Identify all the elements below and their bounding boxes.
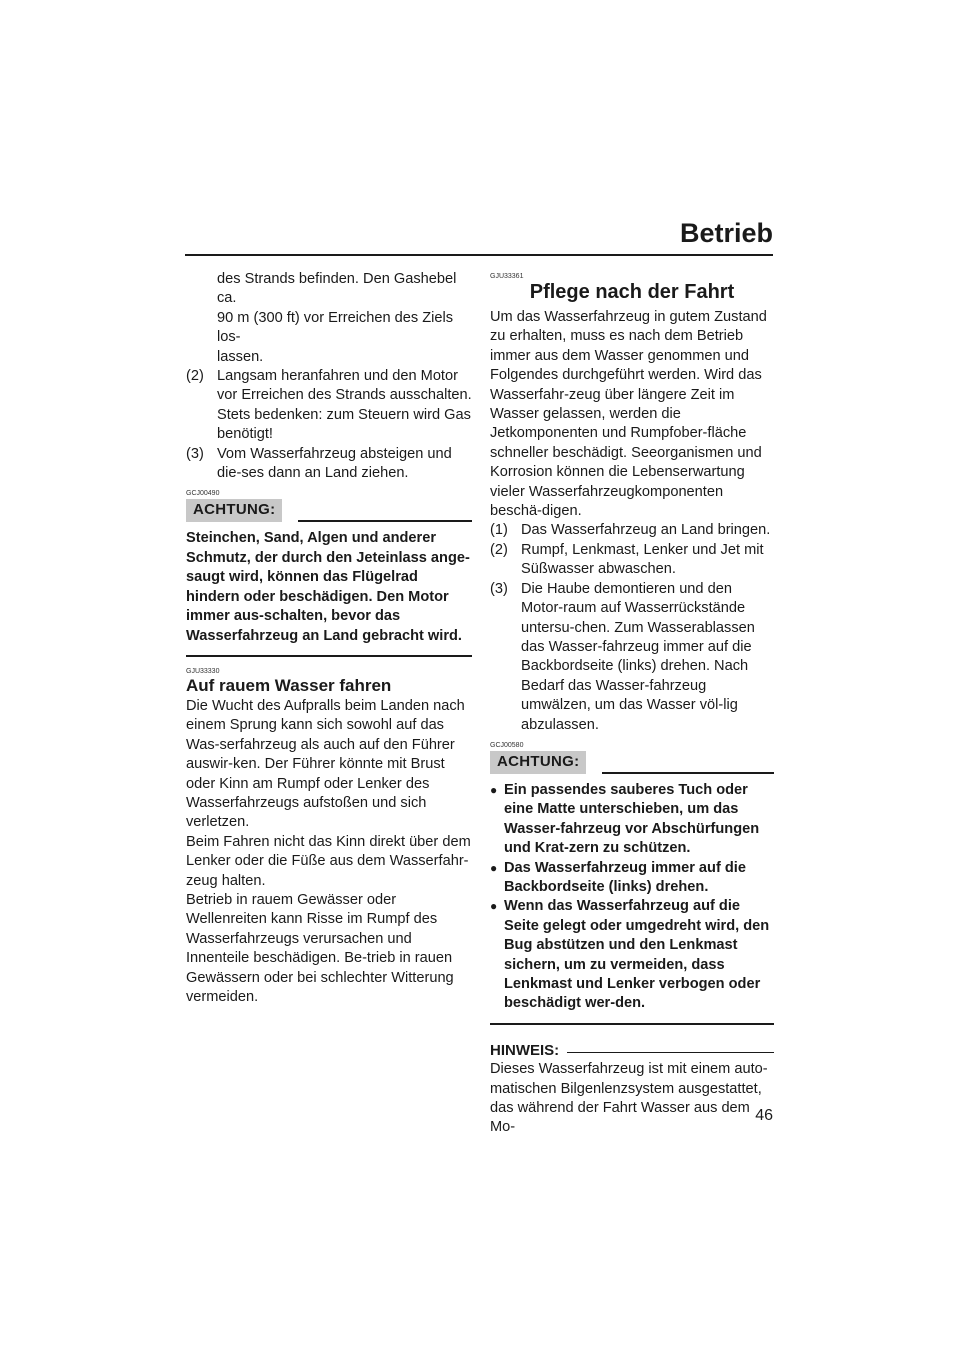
right-column <box>490 270 774 1138</box>
note-rule <box>567 1052 774 1054</box>
caution-bullet <box>490 897 774 1013</box>
section-code: GJU33361 <box>490 273 524 280</box>
step-text: Vom Wasserfahrzeug absteigen und die-ses dann an Land ziehen. <box>217 445 452 482</box>
caution-rule <box>298 520 472 522</box>
section-heading: Pflege nach der Fahrt <box>529 281 735 303</box>
caution-label: ACHTUNG: <box>186 499 282 522</box>
caution-bullet <box>490 859 774 898</box>
paragraph: Die Wucht des Aufpralls beim Landen nach einem Sprung kann sich sowohl auf das Was-serfahrzeug als auch auf den Führer auswir-ken. Der Führer könnte mit Brust oder Kinn am Rumpf oder Lenker des Wasserfahrzeugs aufstoßen und sich verletzen. <box>186 697 465 831</box>
caution-text: Steinchen, Sand, Algen und anderer Schmutz, der durch den Jeteinlass ange-saugt wird, können das Flügelrad hindern oder beschädigen. Den Motor immer aus-schalten, bevor das Wasserfahrzeug an Land gebracht wird. <box>186 530 470 644</box>
bullet-dot-icon: ● <box>490 860 498 875</box>
paragraph: Beim Fahren nicht das Kinn direkt über dem Lenker oder die Füße aus dem Wasserfahr-zeug halten. <box>186 833 471 889</box>
step-text: Rumpf, Lenkmast, Lenker und Jet mit Süßwasser abwaschen. <box>521 541 764 578</box>
caution-end-rule <box>490 1023 774 1025</box>
bullet-dot-icon: ● <box>490 782 498 797</box>
note-header <box>490 1041 774 1060</box>
step-number: (2) <box>490 541 508 558</box>
caution-code: GCJ00580 <box>490 741 524 749</box>
step-item <box>490 541 774 580</box>
step-number: (1) <box>490 522 508 539</box>
step-item <box>490 580 774 735</box>
bullet-text: Das Wasserfahrzeug immer auf die Backbordseite (links) drehen. <box>504 859 746 895</box>
caution-label: ACHTUNG: <box>490 751 586 774</box>
step-text: Langsam heranfahren und den Motor vor Erreichen des Strands ausschalten. Stets bedenken: zum Steuern wird Gas benötigt! <box>217 368 472 443</box>
left-column <box>186 270 472 1007</box>
step-number: (2) <box>186 368 204 385</box>
step-number: (3) <box>490 580 508 597</box>
step-item <box>490 521 774 540</box>
continuation-line-2: 90 m (300 ft) vor Erreichen des Ziels los- <box>217 309 454 346</box>
paragraph: Betrieb in rauem Gewässer oder Wellenreiten kann Risse im Rumpf des Wasserfahrzeugs verursachen und Innenteile beschädigen. Be-trieb in rauen Gewässern oder bei schlechter Witterung vermeiden. <box>186 891 454 1005</box>
page-title: Betrieb <box>679 218 773 248</box>
caution-header <box>490 751 774 774</box>
step-item <box>186 445 472 484</box>
step-text: Die Haube demontieren und den Motor-raum auf Wasserrückstände untersu-chen. Zum Wasserablassen das Wasser-fahrzeug immer auf die Backbordseite (links) drehen. Nach Bedarf das Wasser-fahrzeug umwälzen, um das Wasser völ-lig abzulassen. <box>521 580 755 733</box>
continuation-line-1: des Strands befinden. Den Gashebel ca. <box>217 271 457 307</box>
section-code: GJU33330 <box>186 667 220 675</box>
bullet-text: Wenn das Wasserfahrzeug auf die Seite gelegt oder umgedreht wird, den Bug abstützen und den Lenkmast sichern, um zu vermeiden, dass Lenkmast und Lenker verbogen oder beschädigt wer-den. <box>504 898 770 1012</box>
caution-bullet-list <box>490 781 774 1014</box>
caution-header <box>186 499 472 522</box>
header-divider <box>185 254 773 256</box>
continuation-line-3: lassen. <box>217 348 264 365</box>
step-text: Das Wasserfahrzeug an Land bringen. <box>521 522 771 539</box>
paragraph: Um das Wasserfahrzeug in gutem Zustand zu erhalten, muss es nach dem Betrieb immer aus dem Wasser genommen und Folgendes durchgeführt werden. Wird das Wasserfahr-zeug über längere Zeit im Wasser gelassen, werden die Jetkomponenten und Rumpfober-fläche schneller beschädigt. Seeorganismen und Korrosion können die Lebenserwartung vieler Wasserfahrzeugkomponenten beschä-digen. <box>490 309 767 520</box>
section-heading: Auf rauem Wasser fahren <box>186 675 392 695</box>
step-number: (3) <box>186 445 204 462</box>
note-text: Dieses Wasserfahrzeug ist mit einem auto-matischen Bilgenlenzsystem ausgestattet, das während der Fahrt Wasser aus dem Mo- <box>490 1061 768 1136</box>
caution-end-rule <box>186 655 472 657</box>
caution-code: GCJ00490 <box>186 490 220 498</box>
step-item <box>186 367 472 445</box>
note-label: HINWEIS: <box>490 1041 560 1059</box>
page-number: 46 <box>755 1107 773 1124</box>
caution-bullet <box>490 781 774 859</box>
caution-rule <box>602 772 774 774</box>
bullet-dot-icon: ● <box>490 899 498 914</box>
bullet-text: Ein passendes sauberes Tuch oder eine Matte unterschieben, um das Wasser-fahrzeug vor Abschürfungen und Krat-zern zu schützen. <box>504 781 760 857</box>
